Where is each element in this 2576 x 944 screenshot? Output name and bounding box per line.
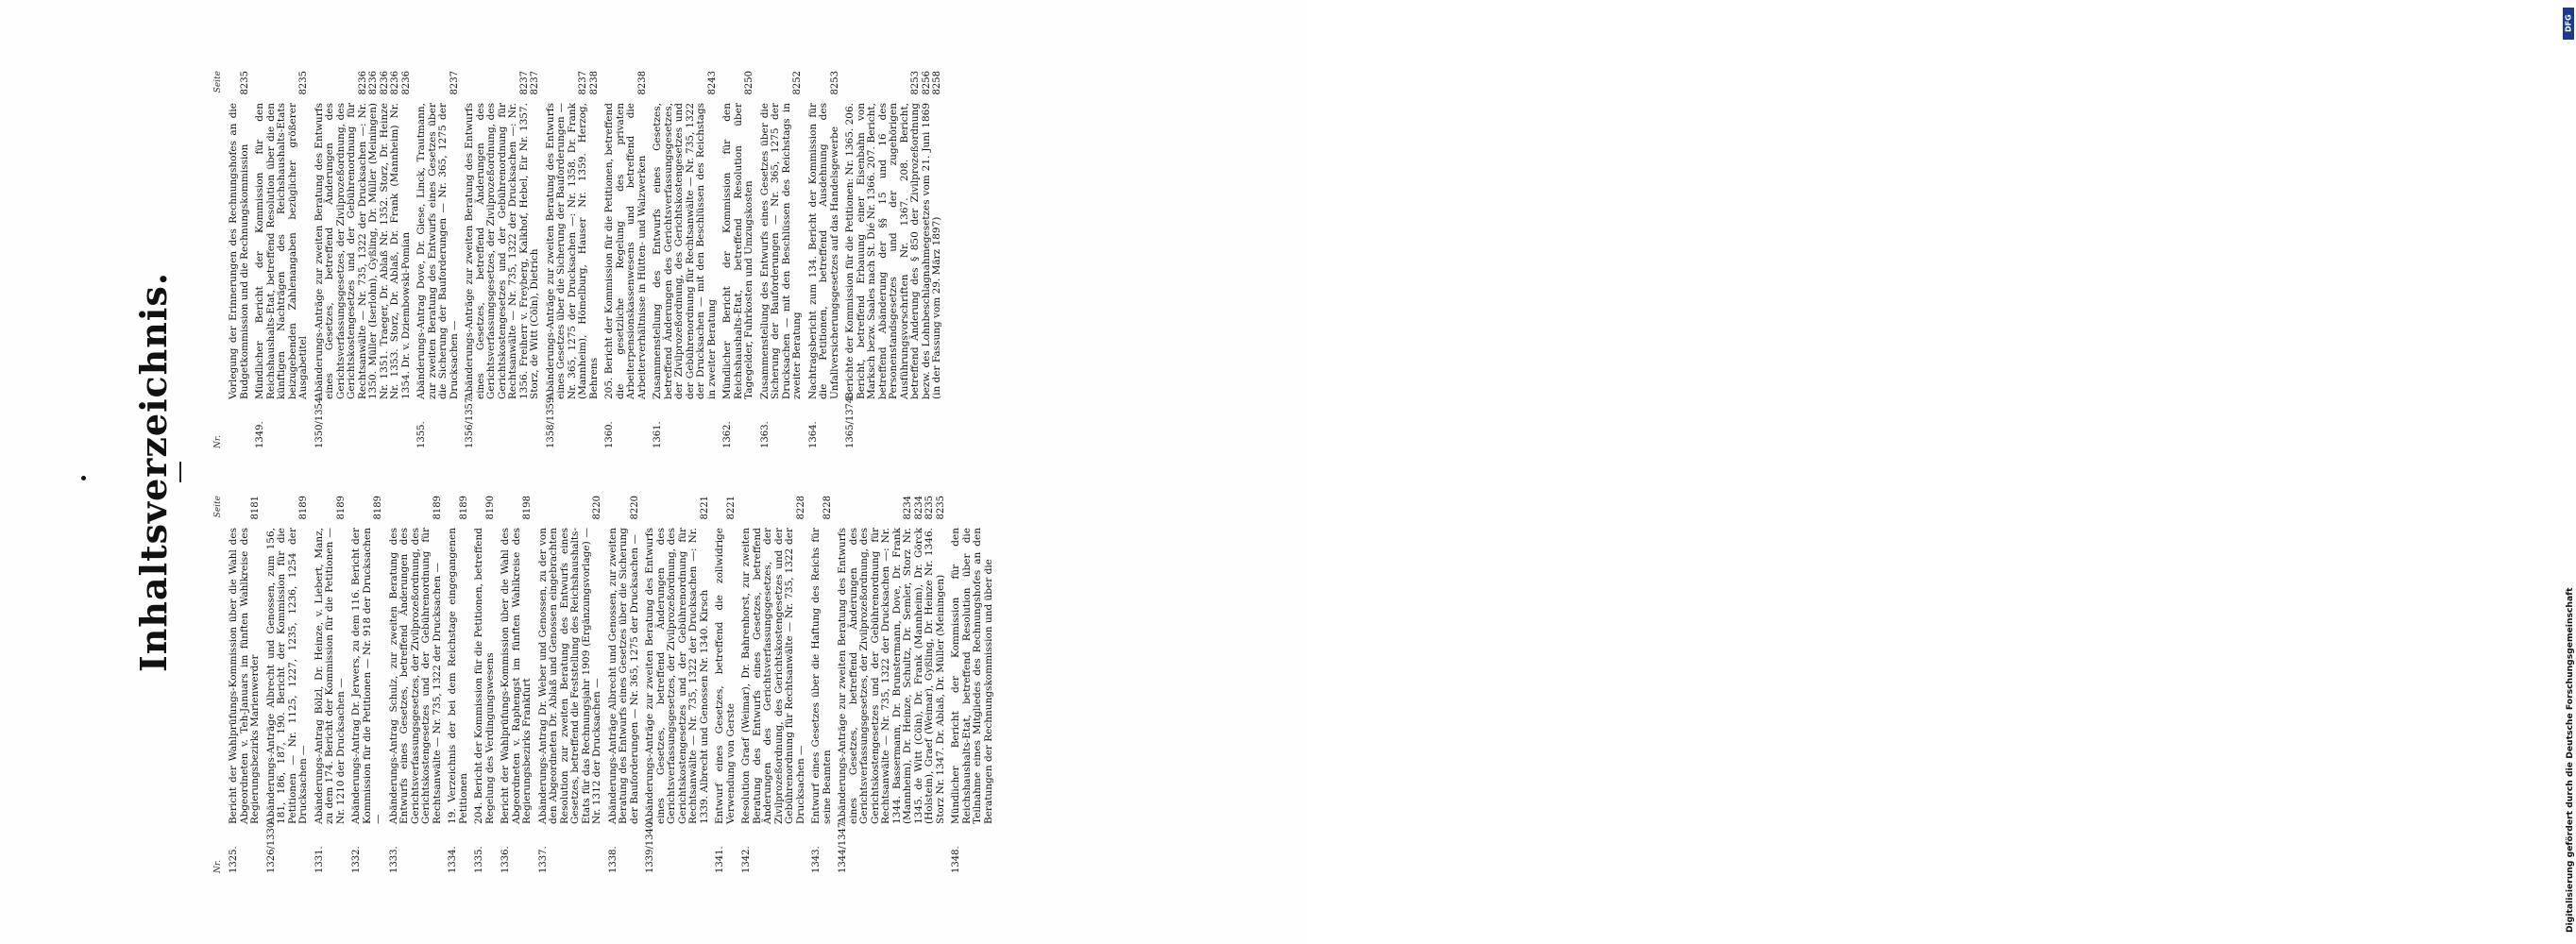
- entry-number: 1356/1357.: [465, 394, 475, 448]
- entry-text: Abänderungs-Antrag Dr. Weber und Genossen, zu der von den Abgeordneten Dr. Ablaß und Genossen eingebrachten Resolution zur zweiten Beratung des Entwurfs eines Gesetzes, betreffend die Feststellung des Reichshaushalts-Etats für das Rechnungsjahr 1909 (Ergänzungsvorlage) — Nr. 1312 der Drucksachen —: [536, 528, 602, 824]
- entry-number: 1360.: [604, 421, 615, 448]
- toc-entry: [266, 496, 310, 873]
- entry-number: 1342.: [741, 846, 752, 873]
- toc-entries-left: [229, 496, 994, 873]
- entry-text: Vorlegung der Erinnerungen des Rechnungshofes an die Budgetkommission und die Rechnungskommission: [228, 103, 250, 399]
- entry-page: 8181: [250, 496, 261, 520]
- toc-entry: [448, 496, 469, 873]
- entry-page: 8220: [592, 496, 602, 520]
- nr-header: Nr.: [213, 434, 223, 448]
- entry-number: 1333.: [388, 846, 399, 873]
- entry-page: 8252: [792, 71, 803, 95]
- seite-header: Seite: [213, 496, 223, 518]
- toc-entry: [604, 71, 648, 448]
- entry-page: 8234 8234 8235 8235: [903, 496, 946, 520]
- entry-page: 8220: [629, 496, 640, 520]
- entry-text: Abänderungs-Anträge zur zweiten Beratung des Entwurfs eines Gesetzes, betreffend Änderungen des Gerichtsverfassungsgesetzes, der Zivilprozeßordnung, des Gerichtskostengesetzes und der Gebührenordnung für Rechtsanwälte — Nr. 735, 1322 der Drucksachen —: Nr. 1350. Müller (Iserlohn), Gyßling, Dr. Müller (Meiningen) Nr. 1351. Traeger, Dr. Ablaß Nr. 1352. Storz, Dr. Heinze Nr. 1353. Storz, Dr. Ablaß, Dr. Frank (Mannheim) Nr. 1354. Dr. v. Dziembowski-Pomian: [313, 103, 412, 399]
- entry-number: 1363.: [759, 421, 771, 448]
- toc-entry: [715, 496, 737, 873]
- entry-text: Nachtragsbericht zum 134. Bericht der Kommission für die Petitionen, betreffend Ausdehnung des Unfallversicherungsgesetzes auf das Handelsgewerbe: [806, 103, 840, 399]
- entry-text: Abänderungs-Anträge Albrecht und Genossen, zum 156, 181, 186, 187, 190. Bericht der Kommission für die Petitionen — Nr. 1125, 1227, 1235, 1236, 1254 der Drucksachen —: [264, 528, 309, 824]
- toc-column-right: [213, 71, 1219, 448]
- entry-page: 8237: [449, 71, 460, 95]
- entry-page: 8235: [298, 71, 309, 95]
- toc-entry: [465, 71, 541, 448]
- entry-text: Zusammenstellung des Entwurfs eines Gesetzes, betreffend Änderungen des Gerichtsverfassungsgesetzes, der Zivilprozeßordnung, des Gerichtskostengesetzes und der Gebührenordnung für Rechtsanwälte — Nr. 735, 1322 der Drucksachen — mit den Beschlüssen des Reichstags in zweiter Beratung: [652, 103, 718, 399]
- entry-text: 204. Bericht der Kommission für die Petitionen, betreffend Regelung des Verdingungswesens: [473, 528, 496, 824]
- entry-page: 8228: [822, 496, 833, 520]
- toc-entry: [722, 71, 755, 448]
- toc-entry: [845, 71, 943, 448]
- entry-text: Abänderungs-Anträge zur zweiten Beratung des Entwurfs eines Gesetzes, betreffend Änderungen des Gerichtsverfassungsgesetzes, der Zivilprozeßordnung, des Gerichtskostengesetzes und der Gebührenordnung für Rechtsanwälte — Nr. 735, 1322 der Drucksachen —: Nr. 1339. Albrecht und Genossen Nr. 1340. Kirsch: [644, 528, 710, 824]
- entry-text: Abänderungs-Anträge zur zweiten Beratung des Entwurfs eines Gesetzes, betreffend Änderungen des Gerichtsverfassungsgesetzes, der Zivilprozeßordnung, des Gerichtskostengesetzes und der Gebührenordnung für Rechtsanwälte — Nr. 735, 1322 der Drucksachen —: Nr. 1344. Bassermann, Dr. Brunstermann, Dove, Dr. Frank (Mannheim), Dr. Heinze, Schultz, Dr. Semler, Storz Nr. 1345. de Witt (Cöln), Dr. Frank (Mannheim), Dr. Görck (Holstein), Graef (Weimar), Gyßling, Dr. Heinze Nr. 1346. Storz Nr. 1347. Dr. Ablaß, Dr. Müller (Meiningen): [837, 528, 946, 824]
- toc-entry: [500, 496, 534, 873]
- entry-text: Mündlicher Bericht der Kommission für den Reichshaushalts-Etat, betreffend Resolution über die den künftigen Nachträgen des Reichshaushalts-Etats beizugebenden Zahlenangaben bezüglicher größerer Ausgabetitel: [254, 103, 309, 399]
- entry-text: 205. Bericht der Kommission für die Petitionen, betreffend die gesetzliche Regelung des privaten Arbeiterpensionskassenwesens und betreffend die Arbeiterverhältnisse in Hütten- und Walzwerken: [603, 103, 648, 399]
- entry-page: 8253 8256 8258: [910, 71, 942, 95]
- toc-entry: [951, 496, 994, 873]
- entry-page: 8250: [744, 71, 754, 95]
- toc-entry: [314, 496, 347, 873]
- toc-entry: [652, 71, 718, 448]
- entry-number: 1362.: [722, 421, 733, 448]
- entry-number: 1350/1354.: [314, 394, 325, 448]
- entry-text: Bericht der Wahlprüfungs-Kommission über die Wahl des Abgeordneten v. Raphengst im fünften Wahlkreise des Regierungsbezirks Frankfurt: [500, 528, 533, 824]
- entry-number: 1339/1340.: [645, 818, 655, 873]
- seite-header: Seite: [213, 71, 223, 93]
- entry-number: 1365/1374.: [845, 394, 856, 448]
- entry-page: 8238: [636, 71, 648, 95]
- toc-entry: [538, 496, 603, 873]
- toc-entry: [608, 496, 641, 873]
- entry-page: 8189: [373, 496, 383, 520]
- entry-page: 8221: [725, 496, 737, 520]
- digitization-sidebar: [1271, 0, 2575, 944]
- entry-page: 8243: [706, 71, 718, 95]
- entry-page: 8235: [239, 71, 250, 95]
- entry-page: 8189: [458, 496, 469, 520]
- entry-page: 8237 8238: [578, 71, 600, 95]
- toc-entry: [314, 71, 413, 448]
- entry-page: 8189: [335, 496, 347, 520]
- entry-number: 1334.: [448, 846, 458, 873]
- toc-entry: [760, 71, 804, 448]
- entry-text: Entwurf eines Gesetzes über die Haftung des Reichs für seine Beamten: [810, 528, 833, 824]
- entry-number: 1364.: [807, 421, 819, 448]
- toc-entry: [546, 71, 601, 448]
- print-speck: [81, 476, 86, 480]
- toc-entry: [389, 496, 444, 873]
- entry-text: Abänderungs-Antrag Dove, Dr. Giese, Linck, Trautmann, zur zweiten Beratung des Entwurfs eines Gesetzes über die Sicherung der Bauforderungen — Nr. 365, 1275 der Drucksachen —: [415, 103, 460, 399]
- toc-entry: [474, 496, 496, 873]
- toc-entry: [645, 496, 710, 873]
- entry-page: 8221: [699, 496, 710, 520]
- entry-text: 19. Verzeichnis der bei dem Reichstage eingegangenen Petitionen: [447, 528, 469, 824]
- toc-entry: [416, 71, 460, 448]
- entry-page: 8237 8237: [518, 71, 540, 95]
- entry-page: 8253: [829, 71, 840, 95]
- entry-number: 1361.: [652, 421, 663, 448]
- toc-entry: [741, 496, 806, 873]
- entry-text: Mündlicher Bericht der Kommission für den Reichshaushalts-Etat, betreffend Resolution über Tagegelder, Fuhrkosten und Umzugskosten: [721, 103, 754, 399]
- entry-page: 8189: [432, 496, 443, 520]
- entry-number: 1355.: [416, 421, 427, 448]
- toc-entry: [255, 71, 310, 448]
- entry-number: 1331.: [314, 846, 325, 873]
- toc-entry: [229, 496, 262, 873]
- entry-text: Zusammenstellung des Entwurfs eines Gesetzes über die Sicherung der Bauforderungen — Nr. 365, 1275 der Drucksachen — mit den Beschlüssen des Reichstags in zweiter Beratung: [758, 103, 803, 399]
- entry-number: 1335.: [474, 846, 484, 873]
- title-rule: [179, 462, 181, 482]
- toc-entries-right: [229, 71, 943, 448]
- nr-header: Nr.: [213, 859, 223, 873]
- entry-page: 8236 8236 8236 8236 8236: [357, 71, 412, 95]
- entry-text: Berichte der Kommission für die Petitionen: Nr. 1365. 206. Bericht, betreffend Erbauung einer Eisenbahn von Marksch bezw. Saales nach St. Dié Nr. 1366. 207. Bericht, betreffend Abänderung der §§ 15 und 16 des Personenstandsgesetzes und der zugehörigen Ausführungsvorschriften Nr. 1367. 208. Bericht, betreffend Änderung des § 850 der Zivilprozeßordnung bezw. des Lohnbeschlagnahmegesetzes vom 21. Juni 1869 (in der Fassung vom 29. März 1897): [844, 103, 942, 399]
- entry-text: Mündlicher Bericht der Kommission für den Reichshaushalts-Etat, betreffend Resolution über die Teilnahme eines Mitgliedes des Rechnungshofes an den Beratungen der Rechnungskommission und über die: [950, 528, 994, 824]
- entry-number: 1358/1359.: [545, 394, 556, 448]
- entry-number: 1337.: [537, 846, 549, 873]
- column-header: [213, 496, 229, 873]
- entry-text: Entwurf eines Gesetzes, betreffend die zollwidrige Verwendung von Gerste: [714, 528, 737, 824]
- entry-number: 1336.: [500, 846, 511, 873]
- entry-number: 1344/1347.: [838, 818, 848, 873]
- entry-text: Abänderungs-Antrag Dr. Jerwers, zu dem 116. Bericht der Kommission für die Petitionen — Nr. 918 der Drucksachen —: [350, 528, 383, 824]
- entry-text: Abänderungs-Antrag Bölzl, Dr. Heinze, v. Liebert, Manz, zu dem 174. Bericht der Kommission für die Petitionen — Nr. 1210 der Drucksachen —: [313, 528, 347, 824]
- toc-entry: [811, 496, 833, 873]
- toc-entry: [229, 71, 250, 448]
- entry-text: Abänderungs-Antrag Schulz, zur zweiten Beratung des Entwurfs eines Gesetzes, betreffend Änderungen des Gerichtsverfassungsgesetzes, der Zivilprozeßordnung, des Gerichtskostengesetzes und der Gebührenordnung für Rechtsanwälte — Nr. 735, 1322 der Drucksachen —: [387, 528, 443, 824]
- entry-number: 1325.: [229, 846, 239, 873]
- entry-number: 1343.: [811, 846, 822, 873]
- entry-number: 1326/1330.: [265, 818, 277, 873]
- page-title: Inhaltsverzeichnis.: [132, 272, 175, 672]
- entry-text: Bericht der Wahlprüfungs-Kommission über die Wahl des Abgeordneten v. Teh-Januars im fünften Wahlkreise des Regierungsbezirks Marienwerder: [228, 528, 261, 824]
- toc-entry: [351, 496, 384, 873]
- toc-column-left: [213, 496, 1219, 873]
- entry-page: 8198: [522, 496, 533, 520]
- rotated-document-frame: [0, 0, 1265, 944]
- entry-text: Resolution Graef (Weimar), Dr. Bahrenhorst, zur zweiten Beratung des Entwurfs eines Gesetzes, betreffend Änderungen des Gerichtsverfassungsgesetzes, der Zivilprozeßordnung, des Gerichtskostengesetzes und der Gebührenordnung für Rechtsanwälte — Nr. 735, 1322 der Drucksachen —: [740, 528, 806, 824]
- toc-entry: [808, 71, 841, 448]
- entry-page: 8189: [298, 496, 309, 520]
- toc-entry: [838, 496, 946, 873]
- entry-number: 1348.: [951, 846, 961, 873]
- dfg-logo: DFG: [2563, 8, 2574, 40]
- entry-number: 1332.: [351, 846, 362, 873]
- entry-page: 8190: [484, 496, 496, 520]
- funding-credit: Digitalisierung gefördert durch die Deutsche Forschungsgemeinschaft: [2565, 587, 2575, 933]
- entry-text: Abänderungs-Anträge zur zweiten Beratung des Entwurfs eines Gesetzes über die Sicherung der Bauforderungen — Nr. 365, 1275 der Drucksachen —: Nr. 1358. Dr. Frank (Mannheim), Hömelburg, Hauser Nr. 1359. Herzog, Behrens: [544, 103, 600, 399]
- entry-page: 8228: [795, 496, 806, 520]
- entry-number: 1341.: [715, 846, 725, 873]
- column-header: [213, 71, 229, 448]
- entry-text: Abänderungs-Anträge zur zweiten Beratung des Entwurfs eines Gesetzes, betreffend Änderungen des Gerichtsverfassungsgesetzes, der Zivilprozeßordnung, des Gerichtskostengesetzes und der Gebührenordnung für Rechtsanwälte — Nr. 735, 1322 der Drucksachen —: Nr. 1356. Freiherr v. Freyberg, Kalkhof, Hebel, Eir Nr. 1357. Storz, de Witt (Cöln), Dietrich: [464, 103, 540, 399]
- entry-number: 1338.: [607, 846, 619, 873]
- entry-text: Abänderungs-Anträge Albrecht und Genossen, zur zweiten Beratung des Entwurfs eines Gesetzes über die Sicherung der Bauforderungen — Nr. 365, 1275 der Drucksachen —: [606, 528, 640, 824]
- entry-number: 1349.: [255, 421, 265, 448]
